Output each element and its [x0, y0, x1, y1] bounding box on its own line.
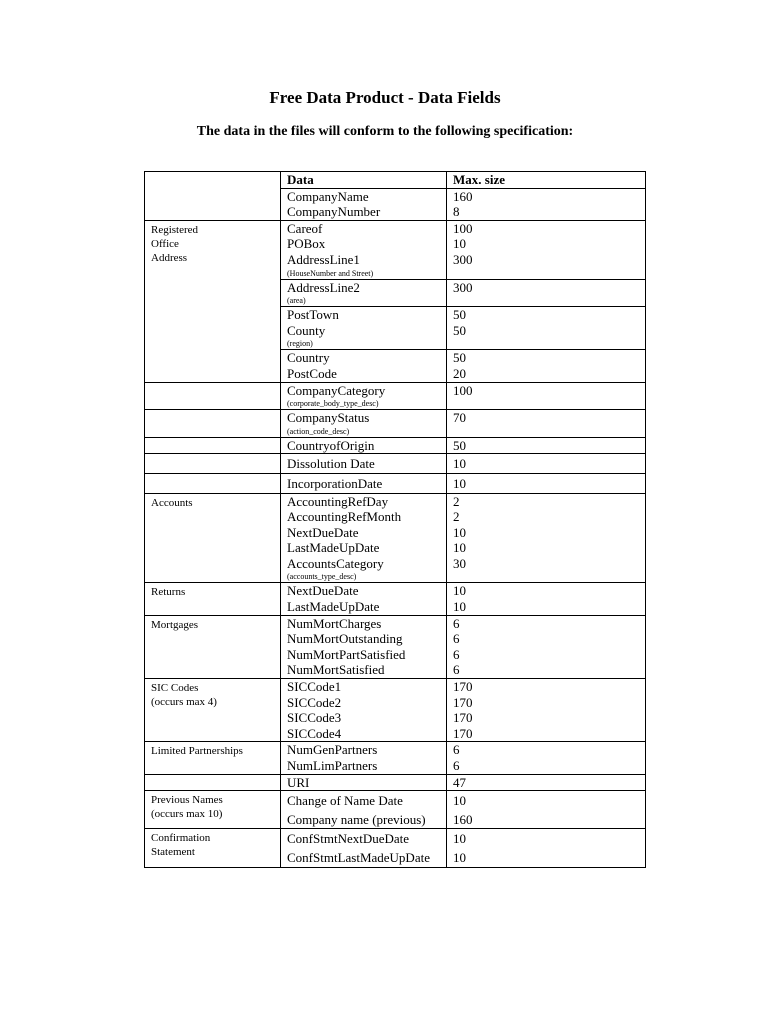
- field-name: AccountsCategory: [287, 555, 384, 571]
- field-name-cell: [281, 525, 447, 541]
- field-name: POBox: [287, 236, 326, 252]
- field-max-size: 10: [447, 848, 646, 867]
- group-label: SIC Codes (occurs max 4): [145, 679, 281, 742]
- field-name-cell: [281, 410, 447, 438]
- field-name-cell: [281, 810, 447, 829]
- field-note: (accounts_type_desc): [287, 572, 357, 582]
- field-name-cell: [281, 382, 447, 410]
- field-name: SICCode2: [287, 694, 342, 710]
- field-max-size: 70: [447, 410, 646, 438]
- table-row: [145, 583, 646, 599]
- field-name: ConfStmtLastMadeUpDate: [287, 849, 430, 865]
- field-name-cell: [281, 437, 447, 454]
- header-max-size: Max. size: [447, 172, 646, 189]
- field-max-size: 10: [447, 525, 646, 541]
- field-name-cell: [281, 252, 447, 279]
- field-name: AccountingRefDay: [287, 493, 389, 509]
- field-name-cell: [281, 493, 447, 509]
- field-name-cell: [281, 599, 447, 615]
- field-name: CompanyName: [287, 188, 369, 204]
- field-name-cell: [281, 473, 447, 493]
- field-note: (action_code_desc): [287, 426, 350, 436]
- table-row: [145, 493, 646, 509]
- group-label: [145, 774, 281, 791]
- field-name: AccountingRefMonth: [287, 509, 402, 525]
- field-max-size: 47: [447, 774, 646, 791]
- field-name: AddressLine2: [287, 279, 360, 295]
- group-label: [145, 188, 281, 220]
- table-row: [145, 382, 646, 410]
- field-name: URI: [287, 774, 310, 790]
- page-subtitle: The data in the files will conform to the following specification:: [196, 124, 574, 139]
- table-row: [145, 473, 646, 493]
- field-name-cell: [281, 366, 447, 382]
- field-max-size: 10: [447, 791, 646, 810]
- field-note: (area): [287, 296, 306, 306]
- field-name: SICCode4: [287, 725, 342, 741]
- field-name-cell: [281, 583, 447, 599]
- field-name: NumMortCharges: [287, 615, 382, 631]
- field-name: Company name (previous): [287, 811, 426, 827]
- table-row: [145, 437, 646, 454]
- field-name-cell: [281, 236, 447, 252]
- field-max-size: 8: [447, 204, 646, 220]
- field-name-cell: [281, 742, 447, 758]
- table-row: [145, 188, 646, 204]
- table-row: [145, 454, 646, 474]
- header-group-cell: [145, 172, 281, 189]
- field-name-cell: [281, 323, 447, 350]
- field-max-size: 100: [447, 220, 646, 236]
- field-max-size: 10: [447, 540, 646, 556]
- field-name: LastMadeUpDate: [287, 599, 380, 615]
- page-title: Free Data Product - Data Fields: [269, 88, 501, 107]
- field-name: SICCode1: [287, 679, 342, 695]
- field-max-size: 170: [447, 710, 646, 726]
- field-name-cell: [281, 791, 447, 810]
- field-max-size: 10: [447, 583, 646, 599]
- field-name-cell: [281, 726, 447, 742]
- field-name: CompanyNumber: [287, 204, 381, 220]
- field-name-cell: [281, 188, 447, 204]
- table-row: [145, 791, 646, 810]
- field-name: Dissolution Date: [287, 456, 375, 472]
- field-max-size: 20: [447, 366, 646, 382]
- field-name: NextDueDate: [287, 524, 359, 540]
- field-note: (HouseNumber and Street): [287, 268, 374, 278]
- field-name: CountryofOrigin: [287, 437, 375, 453]
- field-max-size: 170: [447, 679, 646, 695]
- field-name: County: [287, 322, 326, 338]
- field-note: (region): [287, 339, 313, 349]
- group-label: [145, 473, 281, 493]
- field-name: NumMortPartSatisfied: [287, 646, 406, 662]
- field-name: ConfStmtNextDueDate: [287, 831, 410, 847]
- field-max-size: 6: [447, 742, 646, 758]
- field-max-size: 10: [447, 599, 646, 615]
- field-name-cell: [281, 774, 447, 791]
- field-name: NumLimPartners: [287, 758, 378, 773]
- table-row: [145, 410, 646, 438]
- table-row: [145, 742, 646, 758]
- field-name-cell: [281, 350, 447, 366]
- data-fields-table: [144, 171, 646, 868]
- field-max-size: 6: [447, 631, 646, 647]
- field-name: IncorporationDate: [287, 475, 383, 491]
- field-name: NumMortOutstanding: [287, 631, 403, 647]
- field-max-size: 10: [447, 473, 646, 493]
- group-label: [145, 382, 281, 410]
- field-max-size: 300: [447, 279, 646, 307]
- field-name-cell: [281, 307, 447, 323]
- field-max-size: 6: [447, 662, 646, 678]
- data-fields-body: [145, 172, 646, 868]
- field-max-size: 50: [447, 323, 646, 350]
- field-name-cell: [281, 758, 447, 774]
- header-data: Data: [281, 172, 447, 189]
- field-name-cell: [281, 695, 447, 711]
- field-name: Change of Name Date: [287, 793, 403, 809]
- field-name-cell: [281, 509, 447, 525]
- field-max-size: 2: [447, 493, 646, 509]
- field-name-cell: [281, 556, 447, 583]
- table-row: [145, 220, 646, 236]
- field-name-cell: [281, 540, 447, 556]
- field-max-size: 170: [447, 695, 646, 711]
- field-max-size: 10: [447, 829, 646, 848]
- field-name: NumMortSatisfied: [287, 662, 385, 678]
- field-max-size: 10: [447, 236, 646, 252]
- field-name-cell: [281, 631, 447, 647]
- field-note: (corporate_body_type_desc): [287, 399, 379, 409]
- field-name: Country: [287, 350, 330, 366]
- field-name: PostCode: [287, 365, 337, 381]
- field-name: SICCode3: [287, 710, 342, 726]
- group-label: [145, 410, 281, 438]
- field-name-cell: [281, 679, 447, 695]
- field-max-size: 160: [447, 810, 646, 829]
- field-name-cell: [281, 204, 447, 220]
- group-label: Accounts: [145, 493, 281, 583]
- field-name-cell: [281, 647, 447, 663]
- table-header-row: [145, 172, 646, 189]
- field-max-size: 6: [447, 615, 646, 631]
- field-name-cell: [281, 829, 447, 848]
- group-label: [145, 437, 281, 454]
- field-max-size: 170: [447, 726, 646, 742]
- field-name: NextDueDate: [287, 583, 359, 599]
- field-name-cell: [281, 220, 447, 236]
- table-row: [145, 615, 646, 631]
- field-max-size: 300: [447, 252, 646, 279]
- field-max-size: 6: [447, 758, 646, 774]
- field-max-size: 30: [447, 556, 646, 583]
- field-name: AddressLine1: [287, 251, 360, 267]
- field-max-size: 2: [447, 509, 646, 525]
- field-max-size: 6: [447, 647, 646, 663]
- field-max-size: 160: [447, 188, 646, 204]
- field-name-cell: [281, 454, 447, 474]
- group-label: Previous Names (occurs max 10): [145, 791, 281, 829]
- field-name-cell: [281, 848, 447, 867]
- group-label: Returns: [145, 583, 281, 615]
- group-label: Confirmation Statement: [145, 829, 281, 867]
- field-name: Careof: [287, 220, 323, 236]
- group-label: Registered Office Address: [145, 220, 281, 382]
- table-row: [145, 679, 646, 695]
- field-name: LastMadeUpDate: [287, 540, 380, 556]
- group-label: Mortgages: [145, 615, 281, 678]
- table-row: [145, 774, 646, 791]
- field-name-cell: [281, 662, 447, 678]
- group-label: [145, 454, 281, 474]
- field-max-size: 100: [447, 382, 646, 410]
- group-label: Limited Partnerships: [145, 742, 281, 774]
- field-name-cell: [281, 279, 447, 307]
- field-max-size: 10: [447, 454, 646, 474]
- field-name: CompanyStatus: [287, 410, 370, 426]
- field-name-cell: [281, 615, 447, 631]
- field-name-cell: [281, 710, 447, 726]
- field-max-size: 50: [447, 307, 646, 323]
- table-row: [145, 829, 646, 848]
- field-name: PostTown: [287, 307, 339, 323]
- field-name: NumGenPartners: [287, 742, 378, 758]
- field-max-size: 50: [447, 350, 646, 366]
- field-name: CompanyCategory: [287, 382, 386, 398]
- field-max-size: 50: [447, 437, 646, 454]
